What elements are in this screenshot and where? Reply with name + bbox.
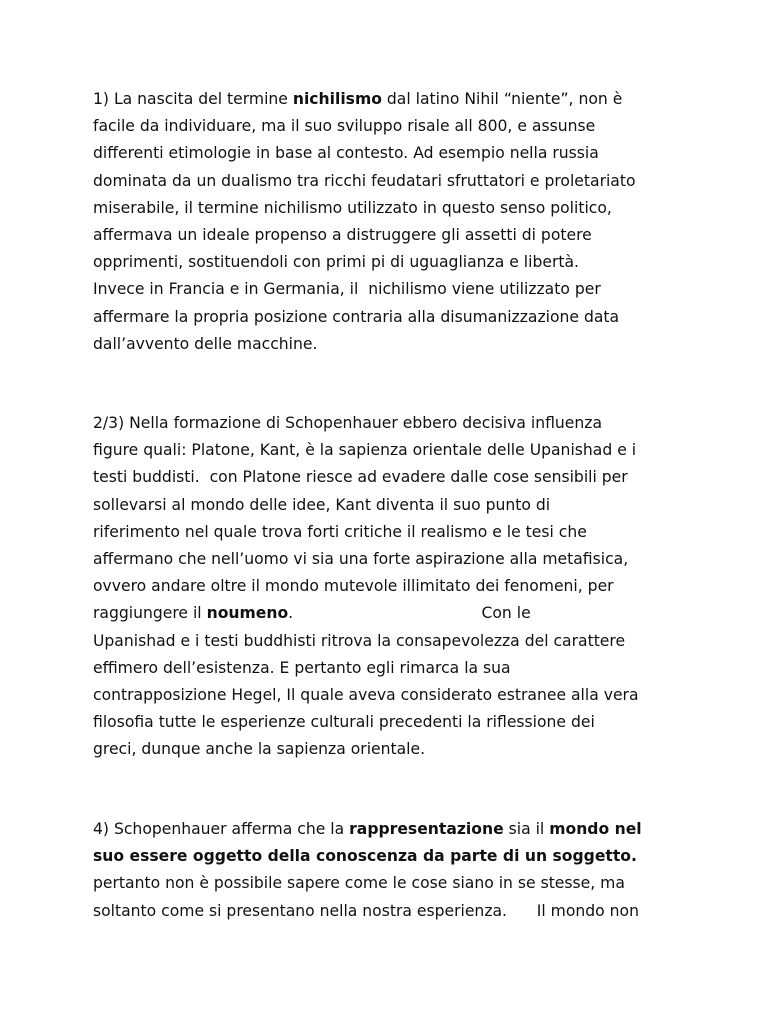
text-line: Invece in Francia e in Germania, il nichilismo viene utilizzato per: [93, 280, 601, 299]
text-line: ovvero andare oltre il mondo mutevole illimitato dei fenomeni, per: [93, 577, 614, 596]
text-line: raggiungere il noumeno. Con le: [93, 604, 531, 623]
text-line: 4) Schopenhauer afferma che la rappresentazione sia il mondo nel: [93, 820, 642, 838]
text-line: affermava un ideale propenso a distruggere gli assetti di potere: [93, 225, 592, 244]
text-line: soltanto come si presentano nella nostra esperienza. Il mondo non: [93, 901, 639, 920]
text-line: sollevarsi al mondo delle idee, Kant diventa il suo punto di: [93, 495, 551, 514]
text-line: figure quali: Platone, Kant, è la sapienza orientale delle Upanishad e i: [93, 441, 637, 460]
text-line: 1) La nascita del termine nichilismo dal latino Nihil “niente”, non è: [93, 90, 623, 108]
text-line: testi buddisti. con Platone riesce ad evadere dalle cose sensibili per: [93, 468, 628, 487]
paragraph-2-3-schopenhauer-formazione: [93, 410, 693, 763]
text-line: opprimenti, sostituendoli con primi pi di uguaglianza e libertà.: [93, 253, 579, 272]
text-line: Upanishad e i testi buddhisti ritrova la consapevolezza del carattere: [93, 631, 626, 650]
text-line: filosofia tutte le esperienze culturali precedenti la riflessione dei: [93, 713, 595, 732]
text-line: dall’avvento delle macchine.: [93, 334, 318, 353]
text-line: facile da individuare, ma il suo sviluppo risale all 800, e assunse: [93, 117, 596, 136]
text-line: dominata da un dualismo tra ricchi feudatari sfruttatori e proletariato: [93, 171, 636, 190]
text-line: differenti etimologie in base al contesto. Ad esempio nella russia: [93, 144, 599, 163]
text-line: contrapposizione Hegel, Il quale aveva considerato estranee alla vera: [93, 685, 639, 704]
text-line: suo essere oggetto della conoscenza da parte di un soggetto.: [93, 847, 637, 866]
text-line: riferimento nel quale trova forti critiche il realismo e le tesi che: [93, 522, 587, 541]
text-line: greci, dunque anche la sapienza orientale.: [93, 740, 426, 759]
text-line: effimero dell’esistenza. E pertanto egli rimarca la sua: [93, 658, 511, 677]
text-line: 2/3) Nella formazione di Schopenhauer ebbero decisiva influenza: [93, 414, 603, 432]
text-line: affermano che nell’uomo vi sia una forte aspirazione alla metafisica,: [93, 549, 629, 568]
paragraph-1-nichilismo: [93, 86, 693, 358]
paragraph-4-rappresentazione: [93, 816, 693, 925]
text-line: miserabile, il termine nichilismo utilizzato in questo senso politico,: [93, 198, 612, 217]
text-line: affermare la propria posizione contraria alla disumanizzazione data: [93, 307, 620, 326]
text-line: pertanto non è possibile sapere come le cose siano in se stesse, ma: [93, 874, 625, 893]
